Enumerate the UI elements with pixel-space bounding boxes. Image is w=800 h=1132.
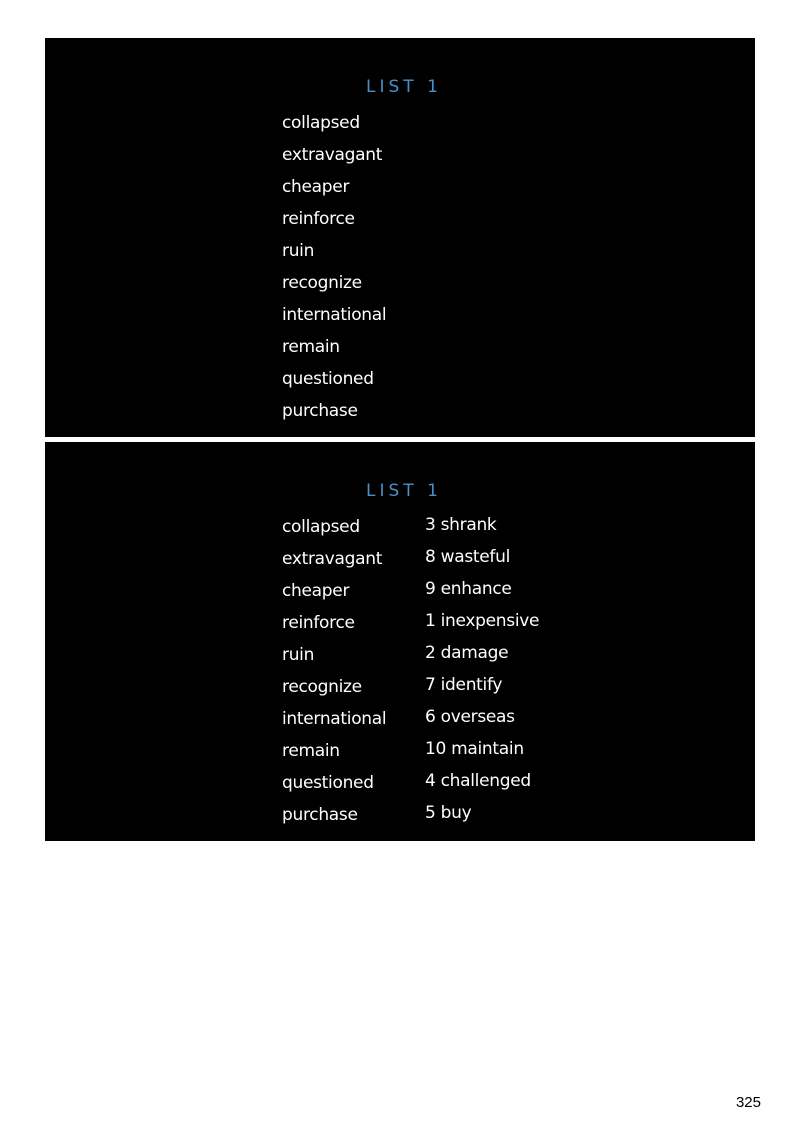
match-item: 2 damage	[425, 643, 509, 663]
word-list	[282, 514, 386, 834]
list-item: cheaper	[282, 177, 350, 197]
slide-title: LIST 1	[366, 481, 442, 501]
list-item: purchase	[282, 805, 358, 825]
match-item: 9 enhance	[425, 579, 512, 599]
list-item: recognize	[282, 677, 362, 697]
list-item: extravagant	[282, 549, 383, 569]
word-list	[282, 110, 386, 430]
list-item: questioned	[282, 369, 374, 389]
match-item: 4 challenged	[425, 771, 531, 791]
match-item: 8 wasteful	[425, 547, 511, 567]
list-item: international	[282, 709, 387, 729]
page-number: 325	[735, 1094, 761, 1111]
list-item: remain	[282, 741, 340, 761]
list-item: cheaper	[282, 581, 350, 601]
list-item: extravagant	[282, 145, 383, 165]
list-item: questioned	[282, 773, 374, 793]
match-item: 5 buy	[425, 803, 472, 823]
match-item: 10 maintain	[425, 739, 524, 759]
list-item: collapsed	[282, 517, 360, 537]
list-item: international	[282, 305, 387, 325]
slide-title: LIST 1	[366, 77, 442, 97]
match-list	[425, 512, 539, 832]
list-item: remain	[282, 337, 340, 357]
match-item: 7 identify	[425, 675, 503, 695]
list-item: reinforce	[282, 209, 355, 229]
slide-word-list-answers	[45, 442, 755, 841]
list-item: ruin	[282, 645, 315, 665]
match-item: 6 overseas	[425, 707, 515, 727]
list-item: recognize	[282, 273, 362, 293]
list-item: collapsed	[282, 113, 360, 133]
match-item: 3 shrank	[425, 515, 497, 535]
list-item: ruin	[282, 241, 315, 261]
slide-word-list	[45, 38, 755, 437]
match-item: 1 inexpensive	[425, 611, 540, 631]
list-item: reinforce	[282, 613, 355, 633]
list-item: purchase	[282, 401, 358, 421]
